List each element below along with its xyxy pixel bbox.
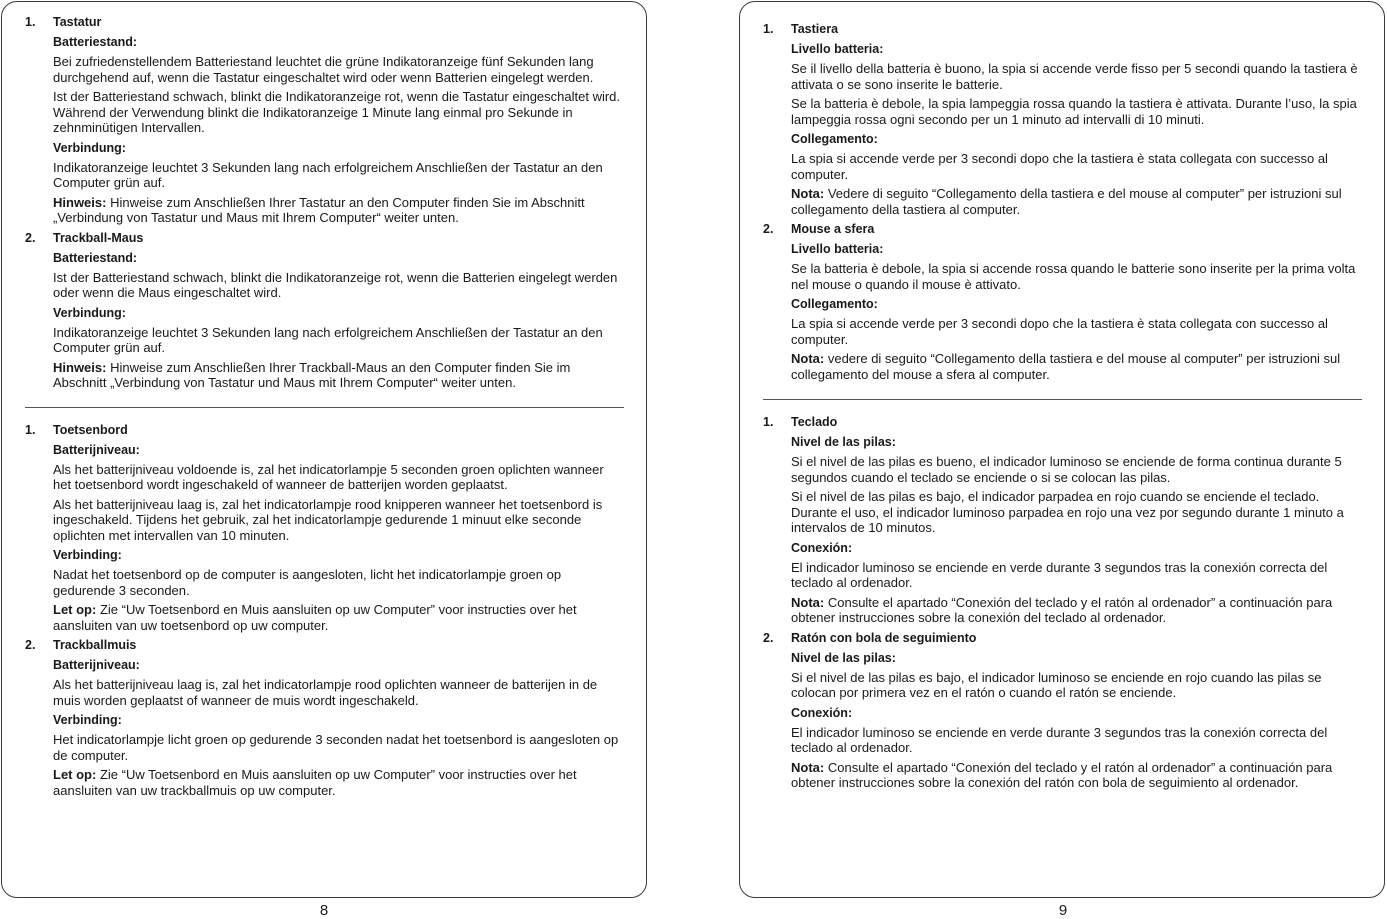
paragraph: Se la batteria è debole, la spia lampeggia rossa quando la tastiera è attivata. Durante l’uso, la spia lampeggia rossa ogni secondo per un 1 minuto ad intervalli di 10 minuti. [791,96,1357,127]
note-paragraph [791,351,1362,382]
note-paragraph [791,595,1362,626]
note-label: Nota: [791,594,825,610]
numbered-item [25,230,624,391]
item-title [763,21,1362,38]
numbered-item [25,14,624,226]
paragraph: Ist der Batteriestand schwach, blinkt die Indikatoranzeige rot, wenn die Batterien eingelegt werden oder wenn die Maus eingeschaltet wird. [53,269,618,300]
paragraph: Indikatoranzeige leuchtet 3 Sekunden lang nach erfolgreichem Anschließen der Tastatur an den Computer grün auf. [53,159,603,190]
item-title [763,414,1362,431]
paragraph: Indikatoranzeige leuchtet 3 Sekunden lang nach erfolgreichem Anschließen der Tastatur an den Computer grün auf. [53,324,603,355]
paragraph: El indicador luminoso se enciende en verde durante 3 segundos tras la conexión correcta del teclado al ordenador. [791,559,1328,590]
note-text: Hinweise zum Anschließen Ihrer Tastatur an den Computer finden Sie im Abschnitt „Verbindung von Tastatur und Maus mit Ihrem Computer“ weiter unten. [53,194,585,225]
item-title [25,14,624,31]
note-paragraph [53,360,624,391]
item-body [53,250,624,391]
section-divider [763,399,1362,400]
item-title-text: Toetsenbord [53,422,128,437]
paragraph: Nadat het toetsenbord op de computer is aangesloten, licht het indicatorlampje groen op gedurende 3 seconden. [53,567,562,598]
page-number-left: 8 [319,902,329,919]
right-page [739,1,1385,898]
subheading: Nivel de las pilas: [791,435,896,449]
numbered-item [763,21,1362,217]
section-divider [25,407,624,408]
note-label: Nota: [791,759,825,775]
paragraph: La spia si accende verde per 3 secondi dopo che la tastiera è stata collegata con successo al computer. [791,316,1328,347]
item-title-text: Mouse a sfera [791,222,875,236]
note-paragraph [791,186,1362,217]
paragraph: Se il livello della batteria è buono, la spia si accende verde fisso per 5 secondi quando la tastiera è attivata o se sono inserite le batterie. [791,61,1358,92]
subheading: Verbinding: [53,548,122,562]
numbered-item [25,637,624,798]
paragraph: Ist der Batteriestand schwach, blinkt die Indikatoranzeige rot, wenn die Tastatur eingeschaltet wird. Während der Verwendung blinkt die Indikatoranzeige 1 Minute lang einmal pro Sekunde in zehnminütigen Intervallen. [53,89,621,135]
paragraph: Se la batteria è debole, la spia si accende rossa quando le batterie sono inserite per la prima volta nel mouse o quando il mouse è attivato. [791,261,1356,292]
note-text: Vedere di seguito “Collegamento della tastiera e del mouse al computer” per istruzioni sul collegamento della tastiera al computer. [791,186,1342,217]
item-number: 1. [763,415,774,429]
item-body [53,657,624,798]
paragraph: Als het batterijniveau laag is, zal het indicatorlampje rood knipperen wanneer het toetsenbord is ingeschakeld. Tijdens het gebruik, zal het indicatorlampje gedurende 1 minuut elke seconde oplichten met intervallen van 10 minuten. [53,496,603,543]
item-body [791,241,1362,382]
item-title [763,221,1362,238]
paragraph: Als het batterijniveau voldoende is, zal het indicatorlampje 5 seconden groen oplichten wanneer het toetsenbord wordt ingeschakeld of wanneer de batterijen worden geplaatst. [53,461,604,492]
item-title [763,630,1362,647]
left-page [1,1,647,898]
note-label: Nota: [791,351,825,366]
paragraph: Bei zufriedenstellendem Batteriestand leuchtet die grüne Indikatoranzeige fünf Sekunden lang durchgehend auf, wenn die Tastatur eingeschaltet wird oder wenn Batterien eingelegt werden. [53,54,594,85]
item-title-text: Tastiera [791,22,839,36]
paragraph: Als het batterijniveau laag is, zal het indicatorlampje rood oplichten wanneer de batterijen in de muis worden geplaatst of wanneer de muis wordt ingeschakeld. [53,677,598,708]
note-label: Hinweis: [53,359,107,375]
note-text: vedere di seguito “Collegamento della tastiera e del mouse al computer” per istruzioni sul collegamento del mouse a sfera al computer. [791,351,1341,382]
note-label: Hinweis: [53,194,107,210]
note-paragraph [53,602,624,633]
numbered-item [25,422,624,634]
item-title-text: Trackballmuis [53,638,137,652]
paragraph: Si el nivel de las pilas es bueno, el indicador luminoso se enciende de forma continua durante 5 segundos cuando el teclado se enciende o si se colocan las pilas. [791,454,1342,485]
language-section [763,414,1362,791]
paragraph: Si el nivel de las pilas es bajo, el indicador luminoso se enciende en rojo cuando las pilas se colocan por primera vez en el ratón o cuando el ratón se enciende. [791,669,1322,700]
subheading: Conexión: [791,705,853,720]
subheading: Verbinding: [53,713,122,727]
language-section [25,422,624,799]
numbered-item [763,630,1362,791]
item-number: 2. [25,638,36,652]
subheading: Verbindung: [53,305,126,320]
note-label: Let op: [53,767,97,782]
item-number: 1. [25,422,36,437]
item-number: 2. [763,222,774,236]
left-page-content [25,14,624,802]
item-body [53,34,624,226]
item-title [25,637,624,654]
note-text: Zie “Uw Toetsenbord en Muis aansluiten op uw Computer” voor instructies over het aansluiten van uw toetsenbord op uw computer. [53,602,577,633]
note-text: Consulte el apartado “Conexión del teclado y el ratón al ordenador” a continuación para obtener instrucciones sobre la conexión del ratón con bola de seguimiento al ordenador. [791,759,1333,790]
note-text: Zie “Uw Toetsenbord en Muis aansluiten op uw Computer” voor instructies over het aansluiten van uw trackballmuis op uw computer. [53,767,577,798]
item-title [25,422,624,439]
subheading: Batterijniveau: [53,442,140,457]
note-paragraph [53,767,624,798]
item-body [791,650,1362,791]
language-section [763,21,1362,382]
note-label: Let op: [53,602,97,617]
subheading: Collegamento: [791,132,878,146]
subheading: Batterijniveau: [53,658,140,672]
note-paragraph [791,760,1362,791]
item-number: 2. [763,630,774,645]
subheading: Batteriestand: [53,250,138,265]
subheading: Batteriestand: [53,35,138,49]
right-page-content [763,21,1362,795]
subheading: Livello batteria: [791,242,884,256]
paragraph: Si el nivel de las pilas es bajo, el indicador parpadea en rojo cuando se enciende el teclado. Durante el uso, el indicador luminoso parpadea en rojo una vez por segundo durante 1 minuto a intervalos de 10 minutos. [791,489,1344,535]
item-number: 1. [25,15,36,29]
subheading: Livello batteria: [791,42,884,56]
item-number: 1. [763,22,774,36]
note-text: Consulte el apartado “Conexión del teclado y el ratón al ordenador” a continuación para obtener instrucciones sobre la conexión del teclado al ordenador. [791,594,1333,625]
subheading: Nivel de las pilas: [791,650,896,665]
numbered-item [763,414,1362,626]
language-section [25,14,624,391]
paragraph: La spia si accende verde per 3 secondi dopo che la tastiera è stata collegata con successo al computer. [791,151,1328,182]
item-title-text: Tastatur [53,15,102,29]
note-paragraph [53,195,624,226]
subheading: Conexión: [791,540,853,555]
item-title-text: Ratón con bola de seguimiento [791,630,977,645]
paragraph: El indicador luminoso se enciende en verde durante 3 segundos tras la conexión correcta del teclado al ordenador. [791,724,1328,755]
item-title-text: Trackball-Maus [53,230,144,245]
numbered-item [763,221,1362,382]
subheading: Collegamento: [791,297,878,311]
note-text: Hinweise zum Anschließen Ihrer Trackball-Maus an den Computer finden Sie im Abschnitt „Verbindung von Tastatur und Maus mit Ihrem Computer“ weiter unten. [53,359,571,390]
item-title [25,230,624,247]
item-body [791,41,1362,217]
item-title-text: Teclado [791,415,838,429]
item-number: 2. [25,230,36,245]
item-body [791,434,1362,626]
subheading: Verbindung: [53,140,126,155]
page-number-right: 9 [1058,902,1068,919]
item-body [53,442,624,634]
note-label: Nota: [791,186,825,201]
paragraph: Het indicatorlampje licht groen op gedurende 3 seconden nadat het toetsenbord is aangesloten op de computer. [53,732,619,763]
